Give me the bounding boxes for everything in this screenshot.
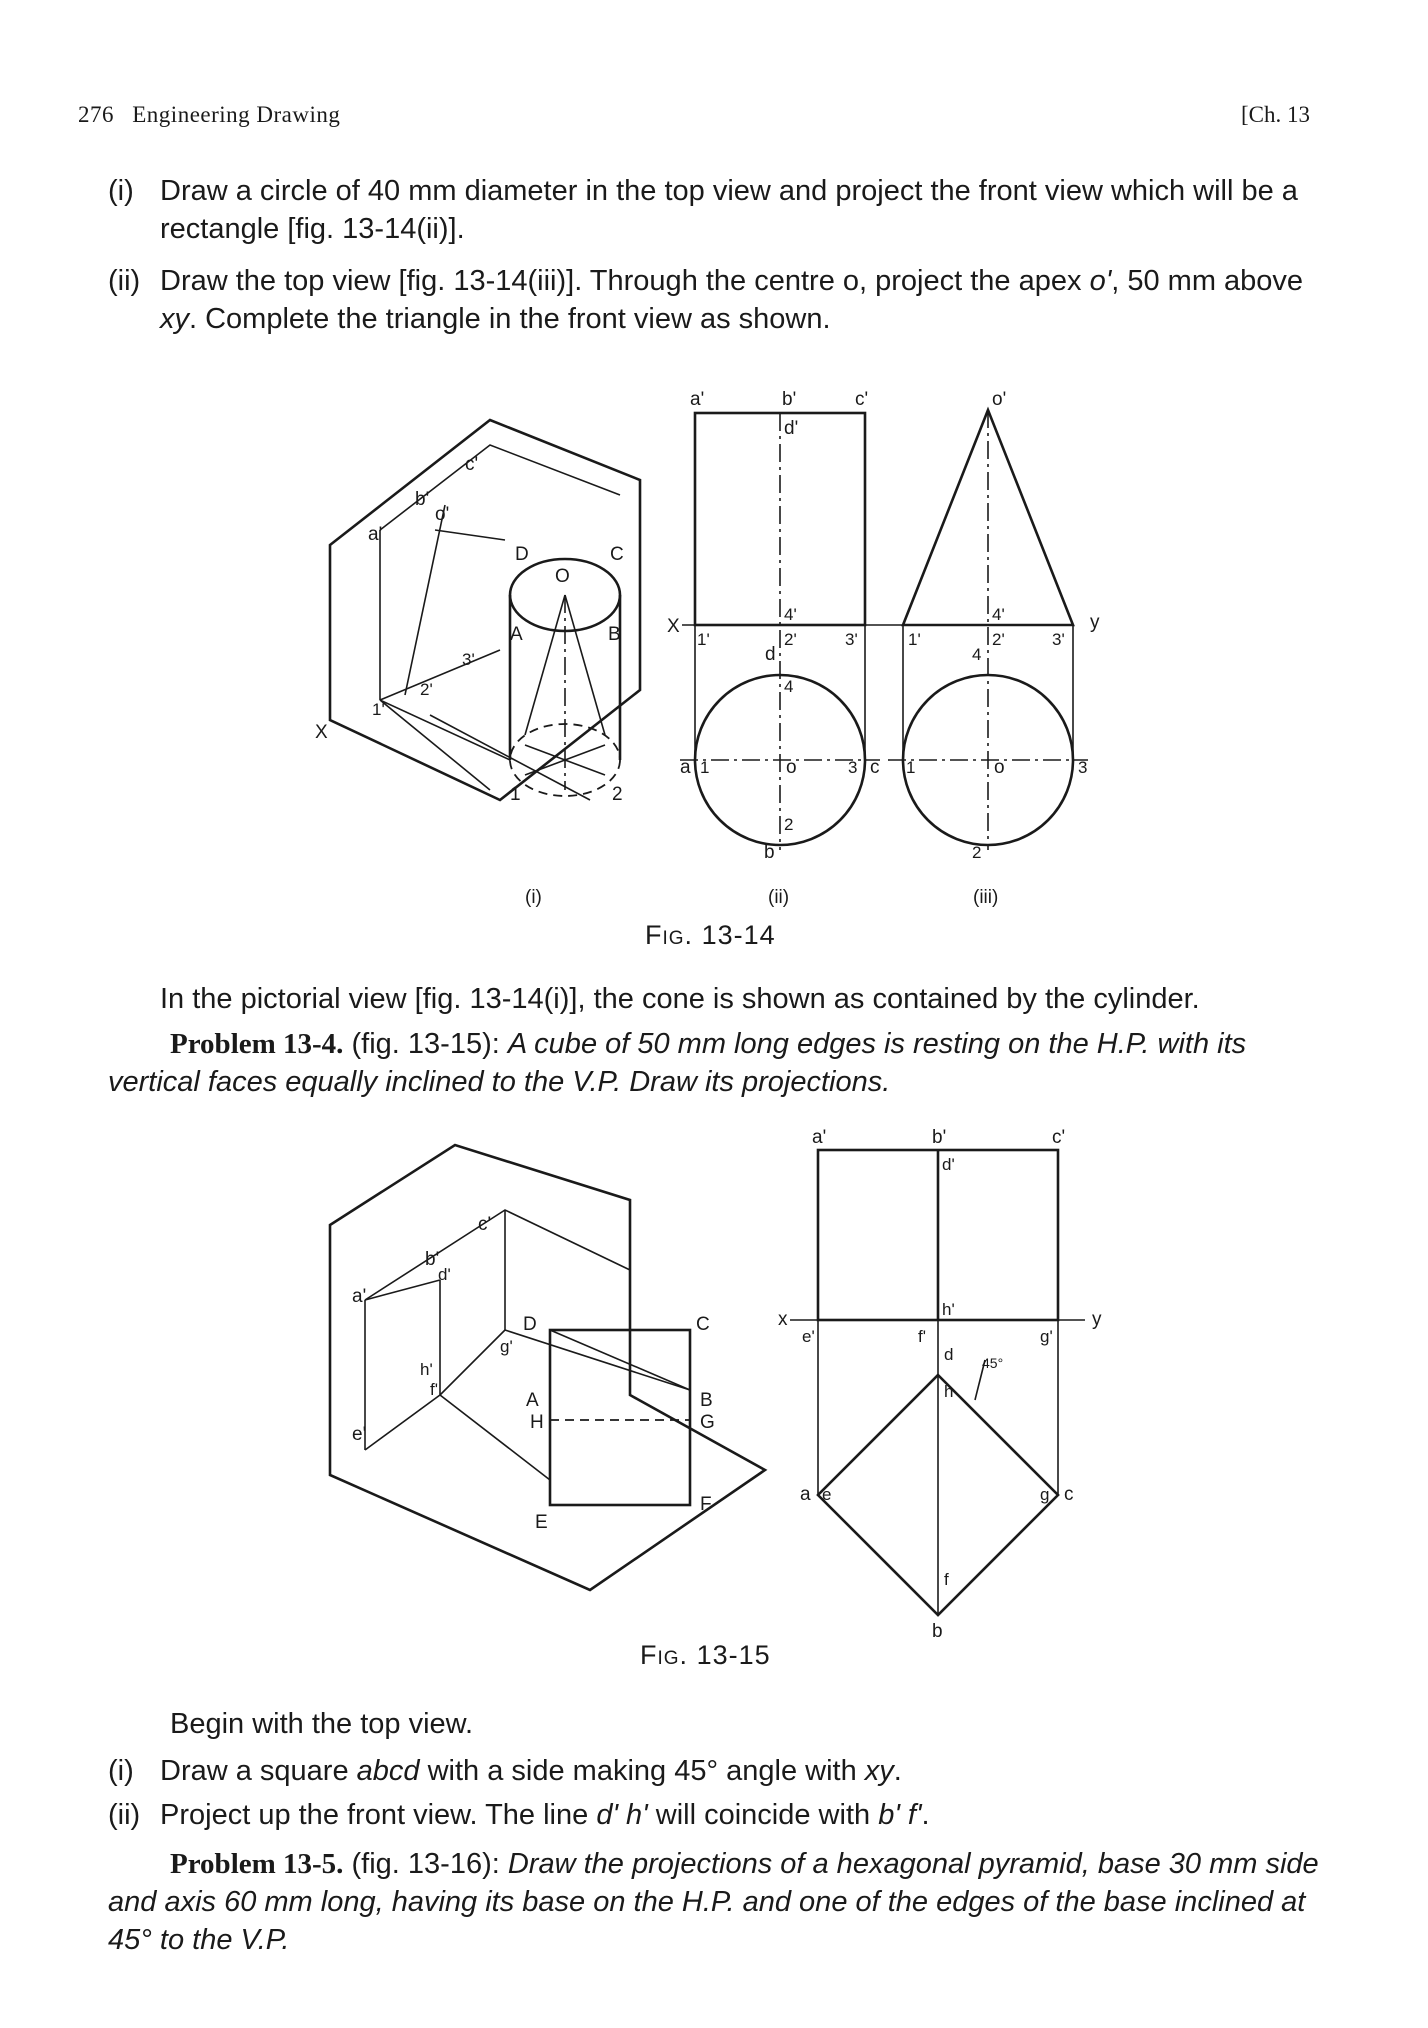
label-a-prime: a' [352,1286,367,1307]
view-ii-cylinder [667,389,880,863]
running-head-left [78,102,340,128]
label-d: d [765,644,776,665]
step-bottom-1 [108,1752,1320,1790]
label-c-prime: c' [465,454,479,475]
label-D: D [515,544,529,565]
figure-13-14 [0,360,1428,920]
label-b-prime: b' [425,1249,440,1270]
label-B: B [608,624,621,645]
label-o: o [994,757,1005,778]
pictorial-view-cylinder-cone [315,420,640,805]
label-o: o [786,757,797,778]
label-F: F [700,1494,712,1515]
label-X: X [667,616,680,637]
label-C: C [610,544,624,565]
step-bottom-2 [108,1796,1320,1834]
label-3-prime: 3' [462,650,475,669]
label-a: a [800,1484,811,1505]
label-h-prime: h' [420,1360,433,1379]
label-b-prime: b' [415,489,430,510]
label-e: e [822,1485,832,1504]
step-text: Draw a circle of 40 mm diameter in the top view and project the front view which will be a rectangle [fig. 13-14(ii)]. [160,175,1298,245]
label-d-prime: d' [438,1265,451,1284]
book-title: Engineering Drawing [132,102,341,127]
label-c-prime: c' [478,1214,492,1235]
label-f-prime: f' [918,1327,926,1346]
step-top-2 [108,262,1320,338]
label-H: H [530,1412,544,1433]
label-1: 1 [700,758,710,777]
label-d: d [944,1345,954,1364]
label-1-prime: 1' [372,700,385,719]
pictorial-view-cube [330,1145,765,1590]
step-text: Project up the front view. The line d' h' will coincide with b' f'. [160,1799,930,1831]
label-A: A [526,1390,539,1411]
label-g-prime: g' [500,1337,513,1356]
sub-label-iii: (iii) [973,887,999,908]
label-4: 4 [784,677,794,696]
label-3-prime: 3' [845,630,858,649]
problem-13-5 [108,1845,1320,1959]
label-a-prime: a' [812,1127,827,1148]
label-D: D [523,1314,537,1335]
label-g-prime: g' [1040,1327,1053,1346]
label-2-prime: 2' [784,630,797,649]
running-head [78,102,1310,136]
label-B: B [700,1390,713,1411]
figure-13-15 [0,1125,1428,1642]
label-3: 3 [1078,758,1088,777]
label-d-prime: d' [784,418,799,439]
label-1-prime: 1' [908,630,921,649]
label-C: C [696,1314,710,1335]
label-c: c [870,757,880,778]
sub-label-i: (i) [525,887,542,908]
label-E: E [535,1512,548,1533]
page-number: 276 [78,102,114,127]
label-e-prime: e' [352,1424,367,1445]
label-c: c [1064,1484,1074,1505]
step-top-1 [108,172,1320,248]
label-c-prime: c' [855,389,869,410]
label-g: g [1040,1485,1050,1504]
label-x: x [778,1309,788,1330]
label-o-prime: o' [992,389,1007,410]
sub-label-ii: (ii) [768,887,790,908]
problem-13-4 [108,1025,1320,1101]
label-4-prime: 4' [992,605,1005,624]
problem-label: Problem 13-4. [170,1028,344,1060]
figure-13-14-caption: Fig. 13-14 [645,920,776,950]
label-f-prime: f' [430,1380,438,1399]
step-number: (i) [108,175,134,207]
label-2: 2 [972,843,982,862]
problem-statement: A cube of 50 mm long edges is resting on the H.P. with its vertical faces equally inclined to the V.P. Draw its projections. [108,1028,1247,1098]
label-b-prime: b' [782,389,797,410]
label-o-prime: o' [435,504,450,525]
view-iii-cone [888,389,1100,862]
problem-label: Problem 13-5. [170,1848,344,1880]
step-number: (ii) [108,1799,141,1831]
label-y: y [1092,1309,1102,1330]
step-text: Draw the top view [fig. 13-14(iii)]. Through the centre o, project the apex o', 50 mm above xy. Complete the triangle in the front view as shown. [160,265,1304,335]
label-X: X [315,722,328,743]
label-4-prime: 4' [784,605,797,624]
label-a: a [680,757,691,778]
label-2-prime: 2' [992,630,1005,649]
step-number: (i) [108,1755,134,1787]
label-45-degree: 45° [982,1355,1004,1371]
step-text: Draw a square abcd with a side making 45° angle with xy. [160,1755,902,1787]
label-f: f [944,1570,949,1589]
paragraph-cone-note: In the pictorial view [fig. 13-14(i)], the cone is shown as contained by the cylinder. [160,983,1200,1015]
problem-figure-ref: (fig. 13-15): [351,1028,500,1060]
label-G: G [700,1412,715,1433]
label-4: 4 [972,645,982,664]
label-y: y [1090,612,1100,633]
label-O: O [555,566,570,587]
step-number: (ii) [108,265,141,297]
label-e-prime: e' [802,1327,815,1346]
problem-statement: Draw the projections of a hexagonal pyramid, base 30 mm side and axis 60 mm long, having its base on the H.P. and one of the edges of the base inclined at 45° to the V.P. [108,1848,1319,1956]
cube-orthographic-views [778,1127,1102,1642]
label-1: 1 [510,784,521,805]
problem-figure-ref: (fig. 13-16): [351,1848,500,1880]
label-2: 2 [784,815,794,834]
label-3-prime: 3' [1052,630,1065,649]
label-1-prime: 1' [697,630,710,649]
label-d-prime: d' [942,1155,955,1174]
label-b: b [764,842,775,863]
begin-with-top-view: Begin with the top view. [170,1708,474,1740]
label-b-prime: b' [932,1127,947,1148]
label-1: 1 [906,758,916,777]
label-a-prime: a' [690,389,705,410]
label-2: 2 [612,784,623,805]
label-c-prime: c' [1052,1127,1066,1148]
chapter-label: [Ch. 13 [1241,102,1310,127]
label-3: 3 [848,758,858,777]
label-A: A [510,624,523,645]
label-2-prime: 2' [420,680,433,699]
label-a-prime: a' [368,524,383,545]
figure-13-15-caption: Fig. 13-15 [640,1640,771,1670]
label-h-prime: h' [942,1300,955,1319]
label-b: b [932,1621,943,1642]
label-h: h [944,1382,954,1401]
